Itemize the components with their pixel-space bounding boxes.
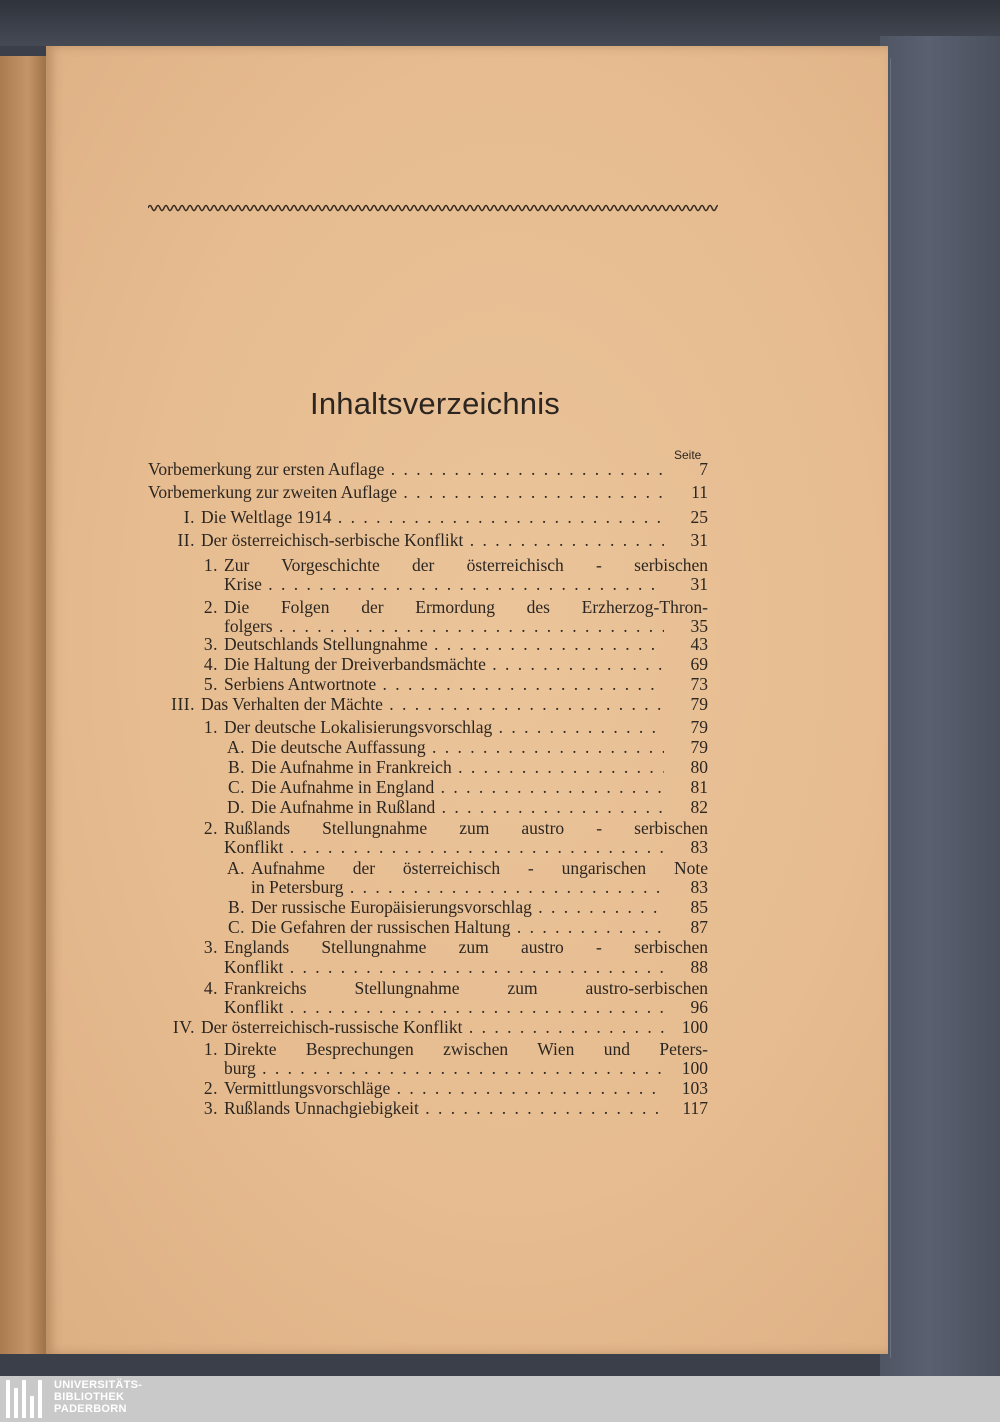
toc-entry-text: Die Gefahren der russischen Haltung bbox=[251, 917, 511, 937]
toc-entry bbox=[140, 1078, 708, 1098]
toc-entry bbox=[140, 897, 708, 917]
toc-entry-text: Deutschlands Stellungnahme bbox=[224, 634, 428, 654]
toc-entry-number: 4. bbox=[203, 978, 218, 998]
toc-entry-text: burg bbox=[224, 1058, 256, 1078]
toc-entry-number: A. bbox=[226, 858, 245, 878]
toc-entry-text: Das Verhalten der Mächte bbox=[201, 694, 383, 714]
toc-entry bbox=[140, 459, 708, 479]
toc-entry-page: 79 bbox=[690, 717, 708, 737]
toc-entry-text: Der deutsche Lokalisierungsvorschlag bbox=[224, 717, 493, 737]
toc-entry bbox=[140, 877, 708, 897]
toc-entry-text: Konflikt bbox=[224, 997, 284, 1017]
toc-entry-text: Vermittlungsvorschläge bbox=[224, 1078, 391, 1098]
toc-entry-text: in Petersburg bbox=[251, 877, 344, 897]
toc-entry-text: Krise bbox=[224, 574, 262, 594]
toc-entry-text: Vorbemerkung zur ersten Auflage bbox=[148, 459, 385, 479]
page-title: Inhaltsverzeichnis bbox=[310, 386, 560, 421]
toc-entry-number: B. bbox=[227, 757, 245, 777]
toc-entry-page: 85 bbox=[690, 897, 708, 917]
toc-entry-text: Die Haltung der Dreiverbandsmächte bbox=[224, 654, 486, 674]
toc-entry-text: Konflikt bbox=[224, 957, 284, 977]
toc-entry bbox=[140, 797, 708, 817]
toc-entry-page: 82 bbox=[690, 797, 708, 817]
toc-entry-page: 83 bbox=[690, 837, 708, 857]
toc-entry bbox=[140, 597, 708, 617]
toc-entry bbox=[140, 694, 708, 714]
toc-entry bbox=[140, 837, 708, 857]
toc-entry-text: Rußlands Unnachgiebigkeit bbox=[224, 1098, 419, 1118]
toc-entry-page: 83 bbox=[690, 877, 708, 897]
toc-entry-number: 3. bbox=[203, 634, 218, 654]
toc-entry bbox=[140, 978, 708, 998]
toc-entry-text: Vorbemerkung zur zweiten Auflage bbox=[148, 482, 397, 502]
toc-entry-text: Zur Vorgeschichte der österreichisch - serbischen bbox=[224, 555, 708, 575]
toc-entry-page: 69 bbox=[690, 654, 708, 674]
toc-entry-page: 25 bbox=[690, 507, 708, 527]
toc-entry-text: Frankreichs Stellungnahme zum austro-serbischen bbox=[224, 978, 708, 998]
toc-entry-page: 31 bbox=[690, 574, 708, 594]
toc-entry bbox=[140, 555, 708, 575]
toc-entry-number: 2. bbox=[203, 1078, 218, 1098]
toc-entry-page: 87 bbox=[690, 917, 708, 937]
toc-entry bbox=[140, 1017, 708, 1037]
toc-entry bbox=[140, 530, 708, 550]
toc-entry-page: 117 bbox=[682, 1098, 708, 1118]
toc-entry-text: Englands Stellungnahme zum austro - serbischen bbox=[224, 937, 708, 957]
toc-entry-number: C. bbox=[227, 917, 245, 937]
toc-entry bbox=[140, 1039, 708, 1059]
toc-entry-number: C. bbox=[227, 777, 245, 797]
toc-entry bbox=[140, 634, 708, 654]
toc-entry bbox=[140, 858, 708, 878]
library-name bbox=[54, 1379, 142, 1415]
toc-entry-page: 100 bbox=[681, 1058, 708, 1078]
toc-entry bbox=[140, 757, 708, 777]
toc-entry bbox=[140, 1058, 708, 1078]
toc-entry-text: Serbiens Antwortnote bbox=[224, 674, 377, 694]
toc-entry-page: 79 bbox=[690, 694, 708, 714]
toc-entry-number: A. bbox=[226, 737, 245, 757]
toc-entry-text: Konflikt bbox=[224, 837, 284, 857]
toc-entry-page: 79 bbox=[690, 737, 708, 757]
toc-entry-text: Die Weltlage 1914 bbox=[201, 507, 332, 527]
toc-entry-text: Die Folgen der Ermordung des Erzherzog-Thron- bbox=[224, 597, 708, 617]
toc-entry-text: Der österreichisch-serbische Konflikt bbox=[201, 530, 464, 550]
toc-entry-text: Die Aufnahme in Frankreich bbox=[251, 757, 452, 777]
toc-entry-number: 3. bbox=[203, 1098, 218, 1118]
library-name-line3: PADERBORN bbox=[54, 1403, 127, 1415]
toc-entry-page: 103 bbox=[681, 1078, 708, 1098]
toc-entry-number: 2. bbox=[203, 597, 218, 617]
toc-entry-page: 96 bbox=[690, 997, 708, 1017]
toc-entry-text: Direkte Besprechungen zwischen Wien und Peters- bbox=[224, 1039, 708, 1059]
toc-entry-page: 100 bbox=[681, 1017, 708, 1037]
toc-entry-text: Die Aufnahme in England bbox=[251, 777, 435, 797]
toc-entry-number: II. bbox=[177, 530, 195, 550]
toc-entry-text: Rußlands Stellungnahme zum austro - serbischen bbox=[224, 818, 708, 838]
toc-entry bbox=[140, 674, 708, 694]
toc-entry bbox=[140, 777, 708, 797]
toc-entry bbox=[140, 717, 708, 737]
toc-entry bbox=[140, 1098, 708, 1118]
toc-entry-number: D. bbox=[226, 797, 245, 817]
toc-entry bbox=[140, 507, 708, 527]
library-name-line1: UNIVERSITÄTS- bbox=[54, 1379, 143, 1391]
toc-entry bbox=[140, 654, 708, 674]
toc-entry-number: 1. bbox=[203, 555, 218, 575]
toc-entry bbox=[140, 616, 708, 636]
toc-entry-page: 43 bbox=[690, 634, 708, 654]
toc-entry-number: 5. bbox=[203, 674, 218, 694]
toc-entry bbox=[140, 482, 708, 502]
toc-entry-number: 1. bbox=[203, 717, 218, 737]
toc-entry-text: Der österreichisch-russische Konflikt bbox=[201, 1017, 463, 1037]
toc-entry-page: 88 bbox=[690, 957, 708, 977]
toc-entry bbox=[140, 937, 708, 957]
library-name-line2: BIBLIOTHEK bbox=[54, 1391, 125, 1403]
toc-entry-text: Die deutsche Auffassung bbox=[251, 737, 426, 757]
toc-entry-page: 80 bbox=[690, 757, 708, 777]
toc-entry bbox=[140, 737, 708, 757]
toc-entry-page: 11 bbox=[691, 482, 708, 502]
toc-entry-page: 73 bbox=[690, 674, 708, 694]
toc-entry-number: IV. bbox=[172, 1017, 195, 1037]
toc-entry-page: 35 bbox=[690, 616, 708, 636]
toc-entry-number: B. bbox=[227, 897, 245, 917]
toc-entry-text: Die Aufnahme in Rußland bbox=[251, 797, 436, 817]
toc-entry-number: III. bbox=[171, 694, 195, 714]
toc-entry bbox=[140, 917, 708, 937]
library-logo-icon bbox=[6, 1380, 46, 1418]
toc-entry-page: 81 bbox=[690, 777, 708, 797]
toc-entry-number: 4. bbox=[203, 654, 218, 674]
page-column-label: Seite bbox=[674, 448, 702, 462]
library-logo-bar bbox=[0, 1376, 1000, 1422]
toc-entry-number: 1. bbox=[203, 1039, 218, 1059]
toc-entry-text: Aufnahme der österreichisch - ungarischen Note bbox=[251, 858, 708, 878]
toc-entry bbox=[140, 574, 708, 594]
toc-entry-text: Der russische Europäisierungsvorschlag bbox=[251, 897, 532, 917]
toc-entry-number: I. bbox=[183, 507, 195, 527]
toc-entry bbox=[140, 997, 708, 1017]
toc-entry-page: 7 bbox=[699, 459, 708, 479]
toc-entry-page: 31 bbox=[690, 530, 708, 550]
toc-entry bbox=[140, 957, 708, 977]
toc-entry bbox=[140, 818, 708, 838]
toc-entry-number: 3. bbox=[203, 937, 218, 957]
toc-entry-text: folgers bbox=[224, 616, 273, 636]
toc-entry-number: 2. bbox=[203, 818, 218, 838]
